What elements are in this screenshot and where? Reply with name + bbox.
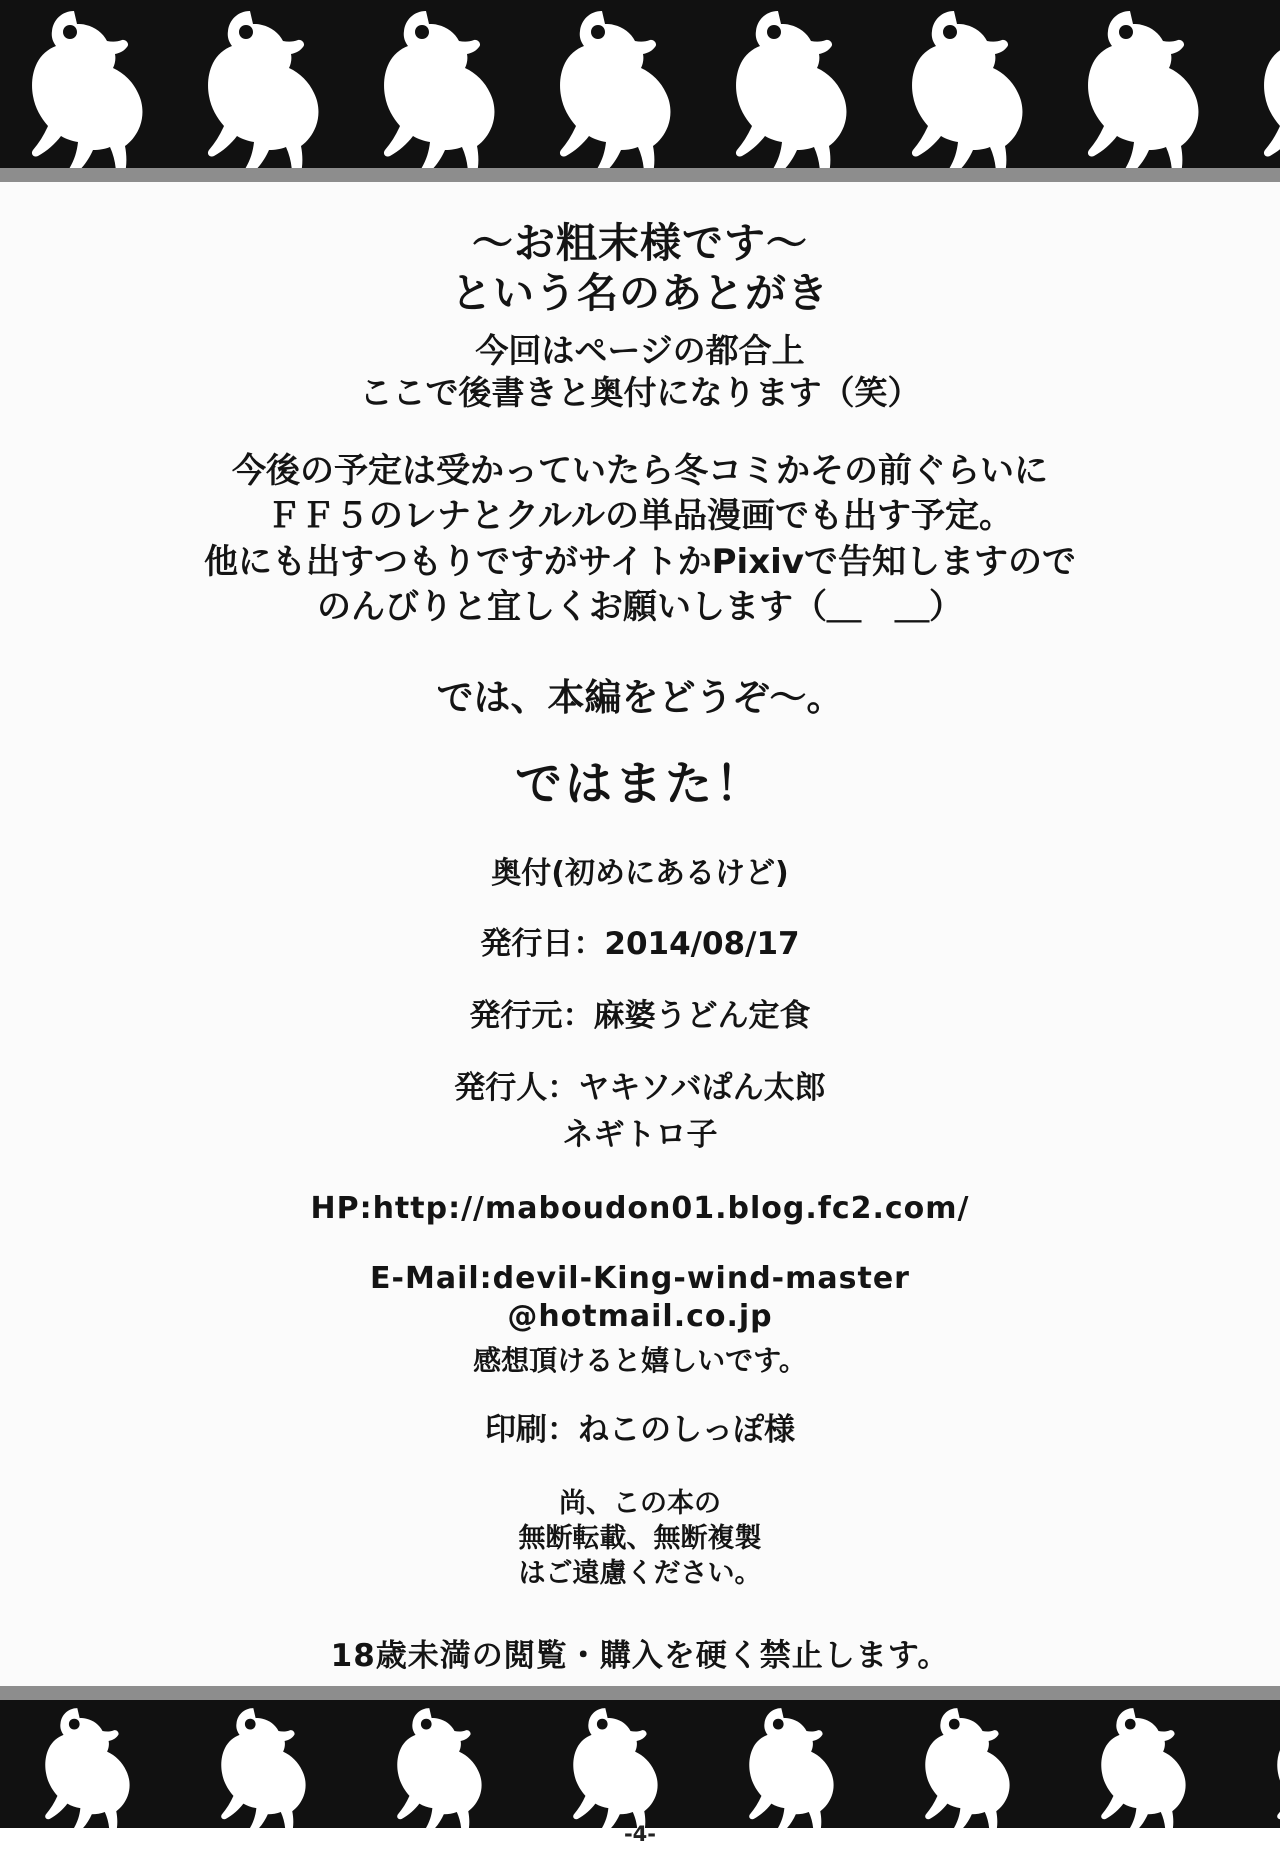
- chocobo-icon: [176, 0, 352, 168]
- colophon-email-note: 感想頂けると嬉しいです。: [473, 1343, 807, 1377]
- colophon-notice-line3: はご遠慮ください。: [518, 1558, 762, 1590]
- chocobo-icon: [1232, 1700, 1280, 1828]
- chocobo-icon: [352, 0, 528, 168]
- top-border-row: [0, 0, 1280, 168]
- colophon-printer: 印刷：ねこのしっぽ様: [485, 1411, 795, 1448]
- chocobo-icon: [176, 1700, 352, 1828]
- colophon-author-line2: ネギトロ子: [562, 1116, 718, 1153]
- colophon-homepage: HP:http://maboudon01.blog.fc2.com/: [310, 1190, 970, 1226]
- colophon-notice-line2: 無断転載、無断複製: [518, 1523, 762, 1555]
- colophon-email-line1: E-Mail:devil-King-wind-master: [370, 1260, 910, 1296]
- afterword-body-line2: ＦＦ５のレナとクルルの単品漫画でも出す予定。: [266, 496, 1014, 537]
- afterword-content: [0, 182, 1280, 1686]
- bottom-accent-rule: [0, 1686, 1280, 1700]
- colophon-publisher: 発行元：麻婆うどん定食: [469, 997, 811, 1034]
- page-number: -4-: [623, 1822, 657, 1846]
- afterword-subtitle-line1: 今回はページの都合上: [475, 331, 805, 371]
- afterword-body-line1: 今後の予定は受かっていたら冬コミかその前ぐらいに: [232, 450, 1048, 491]
- afterword-farewell: ではまた！: [515, 756, 765, 812]
- chocobo-icon: [352, 1700, 528, 1828]
- top-accent-rule: [0, 168, 1280, 182]
- bottom-border-row: [0, 1700, 1280, 1828]
- chocobo-icon: [528, 1700, 704, 1828]
- afterword-body-line3: 他にも出すつもりですがサイトかPixivで告知しますので: [204, 541, 1076, 582]
- chocobo-icon: [1056, 1700, 1232, 1828]
- chocobo-icon: [0, 0, 176, 168]
- colophon-publish-date: 発行日：2014/08/17: [480, 925, 800, 962]
- bottom-border-band: [0, 1700, 1280, 1828]
- chocobo-icon: [528, 0, 704, 168]
- colophon-author-line1: 発行人：ヤキソバぱん太郎: [454, 1070, 826, 1107]
- chocobo-icon: [1056, 0, 1232, 168]
- top-border-band: [0, 0, 1280, 168]
- chocobo-icon: [880, 0, 1056, 168]
- afterword-title-line1: ～お粗末様です～: [472, 219, 808, 267]
- chocobo-icon: [0, 1700, 176, 1828]
- colophon-age-warning: 18歳未満の閲覧・購入を硬く禁止します。: [330, 1637, 950, 1674]
- afterword-title-line2: という名のあとがき: [451, 269, 829, 318]
- afterword-body-line4: のんびりと宜しくお願いします（＿ ＿）: [317, 587, 963, 628]
- colophon-email-line2: @hotmail.co.jp: [507, 1299, 773, 1335]
- afterword-closing-line: では、本編をどうぞ～。: [436, 675, 844, 719]
- afterword-subtitle-line2: ここで後書きと奥付になります（笑）: [359, 373, 921, 413]
- chocobo-icon: [704, 0, 880, 168]
- chocobo-icon: [880, 1700, 1056, 1828]
- colophon-notice-line1: 尚、この本の: [559, 1488, 721, 1520]
- chocobo-icon: [1232, 0, 1280, 168]
- colophon-heading: 奥付(初めにあるけど): [491, 855, 789, 891]
- chocobo-icon: [704, 1700, 880, 1828]
